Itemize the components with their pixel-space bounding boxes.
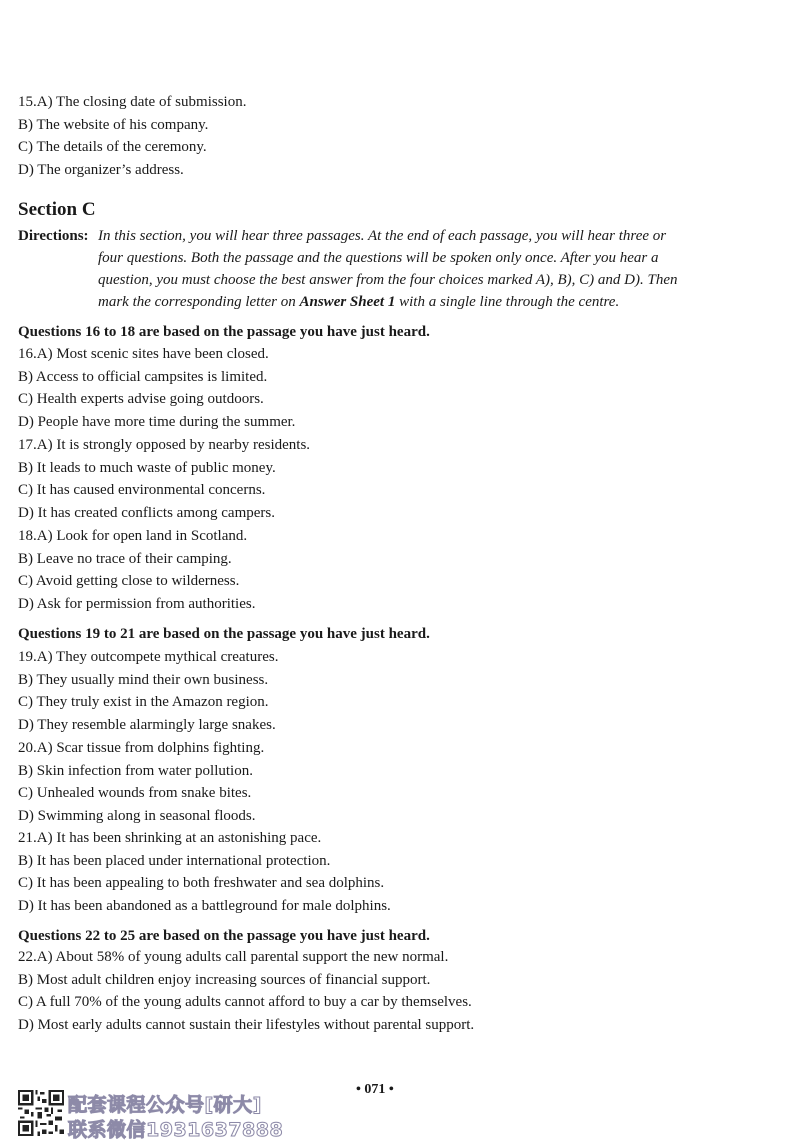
directions-line-3: question, you must choose the best answer from the four choices marked A), B), C) and D). Then (98, 272, 678, 288)
option-a: A) It has been shrinking at an astonishing pace. (36, 830, 322, 846)
question-21 (18, 827, 391, 918)
page-number: • 071 • (356, 1082, 394, 1097)
group-heading-19-21: Questions 19 to 21 are based on the passage you have just heard. (18, 626, 430, 642)
option-a: A) Most scenic sites have been closed. (36, 346, 269, 362)
group-heading-22-25: Questions 22 to 25 are based on the passage you have just heard. (18, 928, 430, 944)
option-c: C) The details of the ceremony. (18, 139, 207, 156)
directions-line-2: four questions. Both the passage and the questions will be spoken only once. After you hear a (98, 250, 659, 266)
question-number: 19. (18, 649, 37, 665)
question-number: 18. (18, 528, 37, 544)
promo-line-1: 配套课程公众号[研大] (68, 1094, 262, 1116)
option-c: C) Unhealed wounds from snake bites. (18, 785, 252, 802)
question-18 (18, 525, 255, 616)
option-b: B) It has been placed under international protection. (18, 852, 331, 869)
question-number: 16. (18, 346, 37, 362)
option-b: B) The website of his company. (18, 116, 209, 133)
option-a: A) About 58% of young adults call parental support the new normal. (36, 949, 449, 965)
question-16 (18, 343, 295, 434)
option-c: C) They truly exist in the Amazon region. (18, 694, 269, 711)
question-17 (18, 434, 310, 525)
directions-label: Directions: (18, 228, 89, 244)
question-22 (18, 946, 474, 1037)
option-b: B) Leave no trace of their camping. (18, 550, 232, 567)
question-15 (18, 91, 246, 182)
option-d: D) Swimming along in seasonal floods. (18, 808, 256, 825)
question-number: 17. (18, 437, 37, 453)
option-b: B) Access to official campsites is limited. (18, 368, 268, 385)
option-d: D) They resemble alarmingly large snakes. (18, 717, 276, 734)
group-heading-16-18: Questions 16 to 18 are based on the passage you have just heard. (18, 324, 430, 340)
directions-line-1: In this section, you will hear three passages. At the end of each passage, you will hear three or (98, 228, 667, 244)
option-d: D) The organizer’s address. (18, 162, 184, 179)
option-b: B) It leads to much waste of public money. (18, 459, 276, 476)
option-c: C) Health experts advise going outdoors. (18, 391, 264, 408)
option-c: C) It has been appealing to both freshwater and sea dolphins. (18, 875, 385, 892)
option-a: A) Look for open land in Scotland. (36, 528, 248, 544)
option-b: B) They usually mind their own business. (18, 671, 269, 688)
option-a: A) It is strongly opposed by nearby residents. (36, 437, 311, 453)
question-number: 21. (18, 830, 37, 846)
option-b: B) Skin infection from water pollution. (18, 762, 253, 779)
option-c: C) It has caused environmental concerns. (18, 482, 266, 499)
footer-promo (18, 1090, 318, 1140)
question-number: 15. (18, 94, 37, 110)
option-a: A) The closing date of submission. (36, 94, 247, 110)
directions-line-4-post: with a single line through the centre. (395, 294, 620, 310)
option-a: A) Scar tissue from dolphins fighting. (36, 740, 265, 756)
qr-code-icon (18, 1090, 64, 1136)
option-b: B) Most adult children enjoy increasing sources of financial support. (18, 971, 431, 988)
promo-line-2: 联系微信1931637888 (68, 1119, 284, 1141)
question-number: 22. (18, 949, 37, 965)
option-d: D) It has created conflicts among campers. (18, 505, 275, 522)
directions-line-4 (98, 291, 619, 314)
option-d: D) It has been abandoned as a battleground for male dolphins. (18, 898, 391, 915)
option-d: D) People have more time during the summer. (18, 414, 296, 431)
option-c: C) Avoid getting close to wilderness. (18, 573, 240, 590)
option-c: C) A full 70% of the young adults cannot afford to buy a car by themselves. (18, 994, 472, 1011)
directions-line-4-pre: mark the corresponding letter on (98, 294, 300, 310)
option-d: D) Most early adults cannot sustain their lifestyles without parental support. (18, 1017, 475, 1034)
answer-sheet-label: Answer Sheet 1 (299, 294, 396, 310)
question-19 (18, 646, 278, 737)
section-title: Section C (18, 199, 96, 220)
option-a: A) They outcompete mythical creatures. (36, 649, 279, 665)
option-d: D) Ask for permission from authorities. (18, 596, 256, 613)
question-number: 20. (18, 740, 37, 756)
question-20 (18, 737, 264, 828)
